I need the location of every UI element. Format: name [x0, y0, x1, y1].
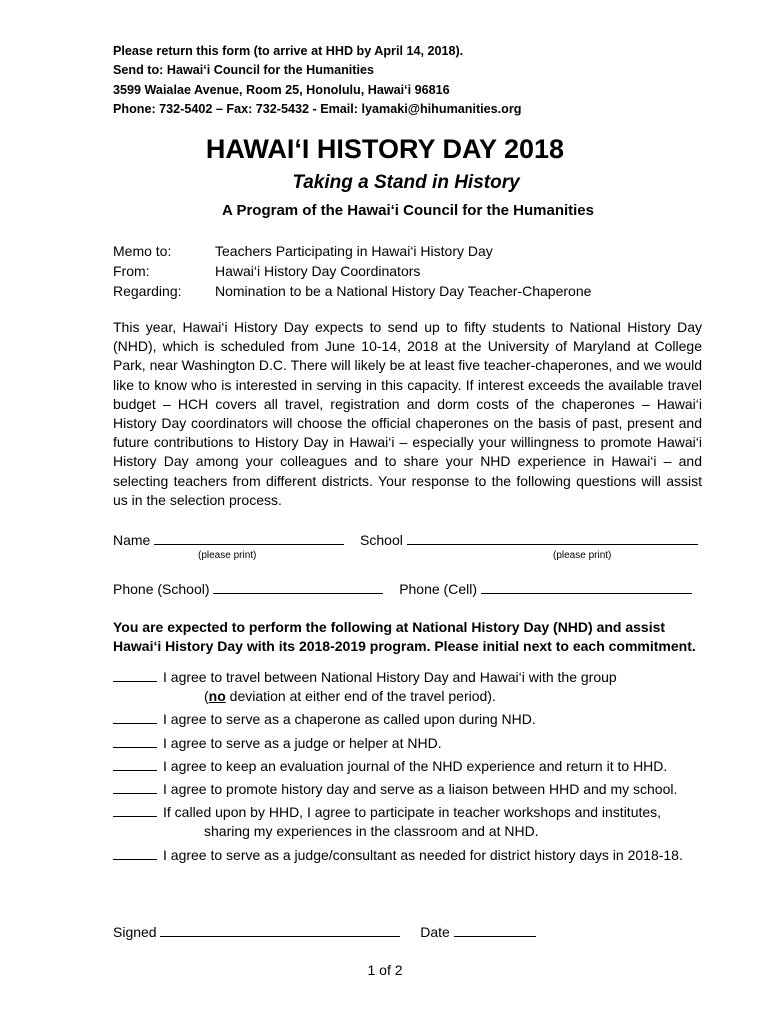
initial-field[interactable]	[113, 847, 157, 860]
body-paragraph: This year, Hawai‘i History Day expects to send up to fifty students to National History Day (NHD), which is scheduled from June 10-14, 2018 at the University of Maryland at College Park, near Washington D.C. There will likely be at least five teacher-chaperones, and we would like to know who is interested in serving in this capacity. If interest exceeds the available travel budget – HCH covers all travel, registration and dorm costs of the chaperones – Hawai‘i History Day coordinators will choose the official chaperones on the basis of past, present and future contributions to History Day in Hawai‘i – especially your willingness to promote Hawai‘i History Day among your colleagues and to share your NHD experience in Hawai‘i – and selecting teachers from different districts. Your response to the following questions will assist us in the selection process.	[113, 319, 702, 508]
commitment-workshops: If called upon by HHD, I agree to participate in teacher workshops and institutes, sharing my experiences in the classroom and at NHD.	[113, 803, 661, 841]
instruction-text: You are expected to perform the following at National History Day (NHD) and assist Hawai‘i History Day with its 2018-2019 program. Please initial next to each commitment.	[113, 619, 696, 655]
commitment-travel: I agree to travel between National History Day and Hawai‘i with the group (no deviation at either end of the travel period).	[113, 668, 617, 706]
commitment-liaison: I agree to promote history day and serve as a liaison between HHD and my school.	[113, 780, 677, 799]
initial-field[interactable]	[113, 711, 157, 724]
name-hint: (please print)	[198, 550, 257, 561]
return-instructions	[113, 42, 521, 119]
memo-regarding-row	[113, 281, 591, 301]
theme-subtitle: Taking a Stand in History	[292, 172, 520, 193]
send-to: Send to: Hawai‘i Council for the Humanities	[113, 63, 374, 78]
date-field[interactable]	[454, 924, 536, 937]
memo-to-label: Memo to:	[113, 243, 172, 259]
school-field[interactable]	[407, 532, 698, 545]
memo-regarding-label: Regarding:	[113, 283, 182, 299]
commitment-journal: I agree to keep an evaluation journal of the NHD experience and return it to HHD.	[113, 757, 667, 776]
memo-regarding-value: Nomination to be a National History Day Teacher-Chaperone	[215, 283, 592, 299]
initial-field[interactable]	[113, 804, 157, 817]
memo-to-value: Teachers Participating in Hawai‘i History Day	[215, 243, 493, 259]
memo-from-row	[113, 261, 591, 281]
memo-from-value: Hawai‘i History Day Coordinators	[215, 263, 421, 279]
memo-block	[113, 241, 591, 301]
phone-school-label: Phone (School)	[113, 581, 210, 597]
initial-field[interactable]	[113, 758, 157, 771]
signature-field[interactable]	[160, 924, 400, 937]
commitment-chaperone: I agree to serve as a chaperone as called upon during NHD.	[113, 710, 536, 729]
name-label: Name	[113, 532, 151, 548]
phone-row	[113, 581, 692, 597]
program-line: A Program of the Hawai‘i Council for the Humanities	[222, 202, 594, 219]
memo-from-label: From:	[113, 263, 150, 279]
commitment-judge: I agree to serve as a judge or helper at NHD.	[113, 734, 442, 753]
initial-field[interactable]	[113, 735, 157, 748]
phone-cell-field[interactable]	[481, 581, 692, 594]
phone-cell-label: Phone (Cell)	[399, 581, 478, 597]
commitment-district-judge: I agree to serve as a judge/consultant as needed for district history days in 2018-18.	[113, 846, 683, 865]
phone-school-field[interactable]	[213, 581, 383, 594]
mailing-address: 3599 Waialae Avenue, Room 25, Honolulu, Hawai‘i 96816	[113, 82, 450, 97]
signature-row	[113, 924, 536, 940]
school-label: School	[360, 532, 403, 548]
initial-field[interactable]	[113, 781, 157, 794]
name-school-row	[113, 532, 698, 548]
contact-info: Phone: 732-5402 – Fax: 732-5432 - Email: lyamaki@hihumanities.org	[113, 101, 522, 116]
signed-label: Signed	[113, 924, 157, 940]
page-number: 1 of 2	[367, 962, 403, 978]
initial-field[interactable]	[113, 669, 157, 682]
school-hint: (please print)	[553, 550, 612, 561]
date-label: Date	[420, 924, 450, 940]
name-field[interactable]	[154, 532, 344, 545]
memo-to-row	[113, 241, 591, 261]
page-title: HAWAI‘I HISTORY DAY 2018	[205, 134, 565, 164]
return-deadline: Please return this form (to arrive at HHD by April 14, 2018).	[113, 44, 464, 58]
